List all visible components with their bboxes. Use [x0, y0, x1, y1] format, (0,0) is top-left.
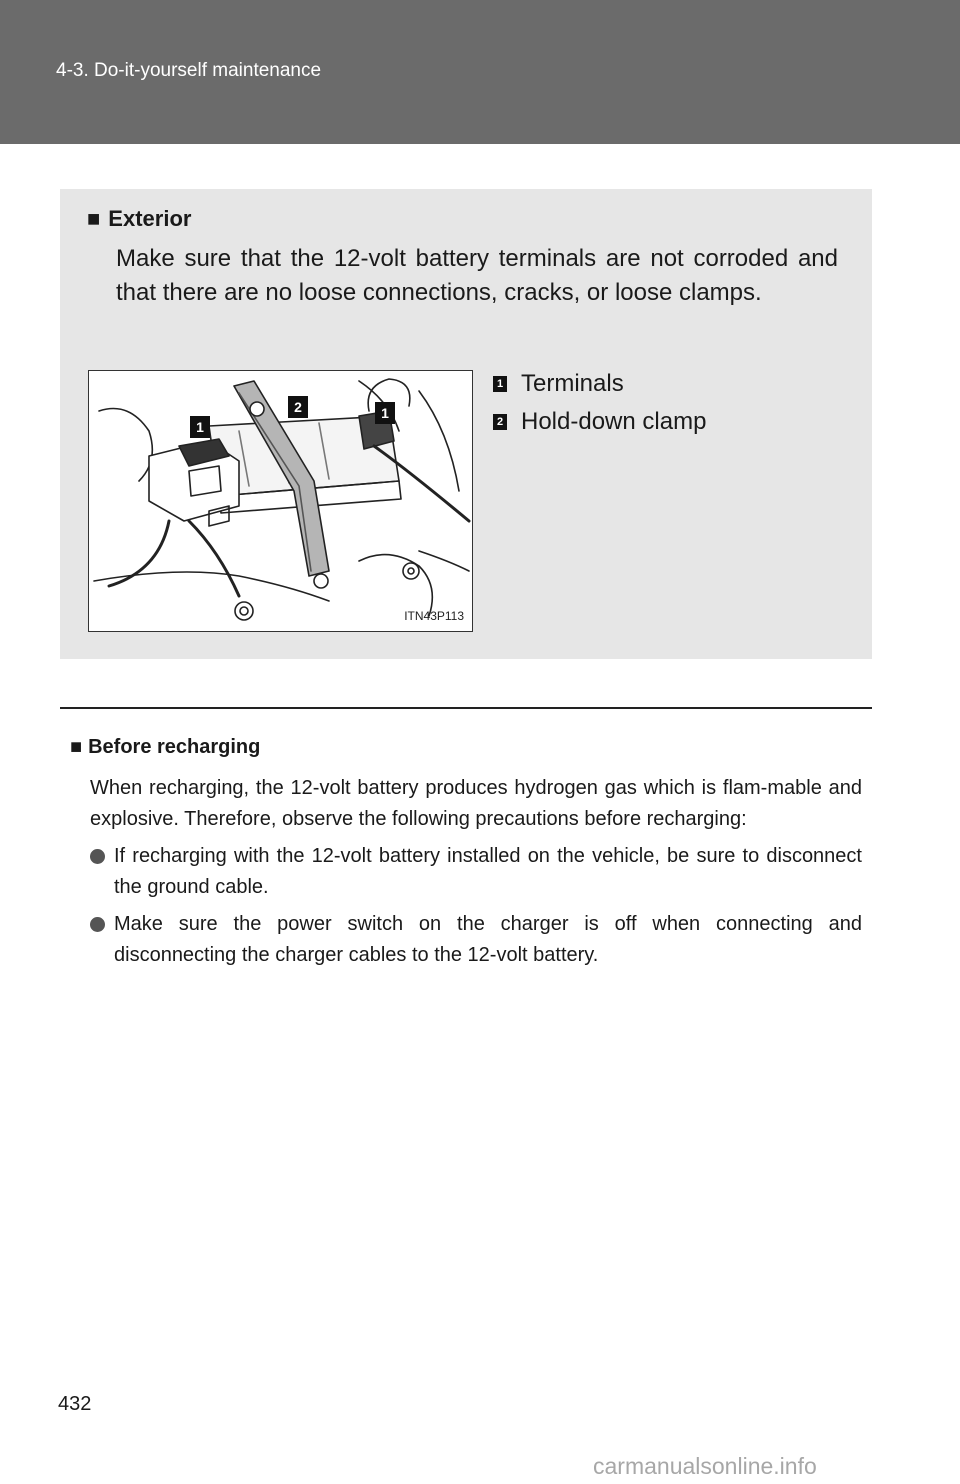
exterior-body: Make sure that the 12-volt battery terminals are not corroded and that there are no loose connections, cracks, or loose clamps.	[116, 245, 838, 306]
callout-terminal-left: 1	[190, 416, 210, 438]
exterior-title: Exterior	[108, 206, 192, 231]
callout-clamp: 2	[288, 396, 308, 418]
list-item	[90, 841, 862, 903]
legend-label: Terminals	[521, 370, 624, 397]
recharging-title: Before recharging	[88, 736, 261, 758]
list-item	[90, 909, 862, 971]
exterior-panel	[60, 189, 872, 659]
legend-item	[493, 403, 706, 441]
page-header	[0, 0, 960, 144]
callout-terminal-right: 1	[375, 402, 395, 424]
battery-drawing	[89, 371, 472, 631]
figure-legend	[493, 365, 706, 441]
exterior-heading	[87, 206, 191, 232]
bullet-text: If recharging with the 12-volt battery installed on the vehicle, be sure to disconnect the ground cable.	[114, 845, 862, 898]
bullet-dot-icon	[90, 917, 105, 932]
section-title: 4-3. Do-it-yourself maintenance	[56, 60, 322, 81]
bullet-text: Make sure the power switch on the charger is off when connecting and disconnecting the charger cables to the 12-volt battery.	[114, 913, 862, 966]
recharging-section	[70, 736, 862, 971]
battery-illustration	[88, 370, 473, 632]
recharging-body: When recharging, the 12-volt battery produces hydrogen gas which is flam-mable and explosive. Therefore, observe the following precautions before recharging:	[90, 777, 862, 830]
recharging-heading	[70, 736, 862, 759]
page-number: 432	[58, 1393, 92, 1415]
watermark: carmanualsonline.info	[593, 1453, 817, 1479]
legend-label: Hold-down clamp	[521, 408, 707, 435]
legend-number: 2	[493, 414, 507, 430]
legend-item	[493, 365, 706, 403]
square-bullet-icon: ■	[70, 736, 83, 758]
bullet-dot-icon	[90, 849, 105, 864]
legend-number: 1	[493, 376, 507, 392]
section-divider	[60, 707, 872, 709]
figure-code: ITN43P113	[404, 609, 464, 623]
square-bullet-icon: ■	[87, 206, 101, 231]
